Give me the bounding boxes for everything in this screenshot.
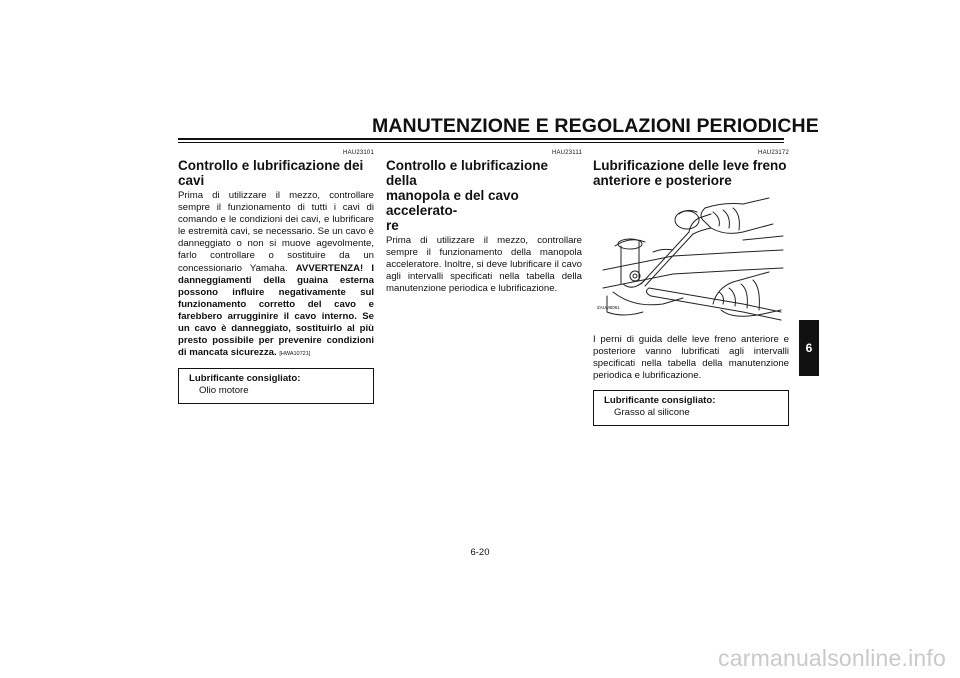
heading-line: cavi [178, 173, 205, 188]
watermark: carmanualsonline.info [718, 645, 946, 671]
warning-code: [HWA10721] [279, 351, 311, 358]
lever-lubrication-illustration [593, 192, 789, 332]
heading-line: manopola e del cavo accelerato- [386, 188, 519, 218]
page-number: 6-20 [470, 547, 490, 558]
section-code: HAU23101 [343, 150, 374, 156]
heading-line: Controllo e lubrificazione della [386, 158, 549, 188]
section-throttle [386, 150, 582, 295]
lubricant-label: Lubrificante consigliato: [189, 373, 301, 385]
chapter-tab: 6 [799, 320, 819, 376]
heading-line: Controllo e lubrificazione dei [178, 158, 364, 173]
section-body: Prima di utilizzare il mezzo, controllare sempre il funzionamento della manopola acceleratore. Inoltre, si deve lubrificare il cavo agli intervalli specificati nella tabella della manutenzione periodica e lubrificazione. [386, 235, 582, 295]
section-heading [593, 158, 789, 188]
lubricant-value: Olio motore [199, 385, 249, 397]
section-brake-levers [593, 150, 789, 426]
lubricant-box [178, 368, 374, 404]
section-heading [178, 158, 374, 188]
section-body [178, 190, 374, 360]
section-body: I perni di guida delle leve freno anteriore e posteriore vanno lubrificati agli intervalli specificati nella tabella della manutenzione periodica e lubrificazione. [593, 334, 789, 382]
lubricant-box [593, 390, 789, 426]
heading-line: anteriore e posteriore [593, 173, 732, 188]
section-code: HAU23172 [758, 150, 789, 156]
section-heading [386, 158, 582, 233]
warning-text: AVVERTENZA! I danneggiamenti della guaina esterna possono influire negativamente sul funzionamento corretto del cavo e farebbero arrugginire il cavo interno. Se un cavo è danneggiato, sostituirlo al più presto possibile per prevenire condizioni di mancata sicurezza. [178, 262, 374, 359]
page-title: MANUTENZIONE E REGOLAZIONI PERIODICHE [372, 115, 819, 137]
section-cables [178, 150, 374, 404]
heading-line: re [386, 218, 399, 233]
body-text: Prima di utilizzare il mezzo, controllare sempre il funzionamento di tutti i cavi di comando e le condizioni dei cavi, e lubrificare le estremità cavi, se necessario. Se un cavo è danneggiato o non si muove agevolmente, farlo controllare o sostituire da un concessionario Yamaha. [178, 190, 374, 274]
figure-code: ZAUM0061 [597, 305, 620, 310]
section-code: HAU23111 [551, 150, 582, 156]
title-rule [178, 138, 784, 140]
title-rule-thin [178, 142, 784, 143]
lubricant-value: Grasso al silicone [614, 407, 690, 419]
lubricant-label: Lubrificante consigliato: [604, 395, 716, 407]
hand-oiling-lever-drawing [593, 192, 789, 332]
heading-line: Lubrificazione delle leve freno [593, 158, 787, 173]
